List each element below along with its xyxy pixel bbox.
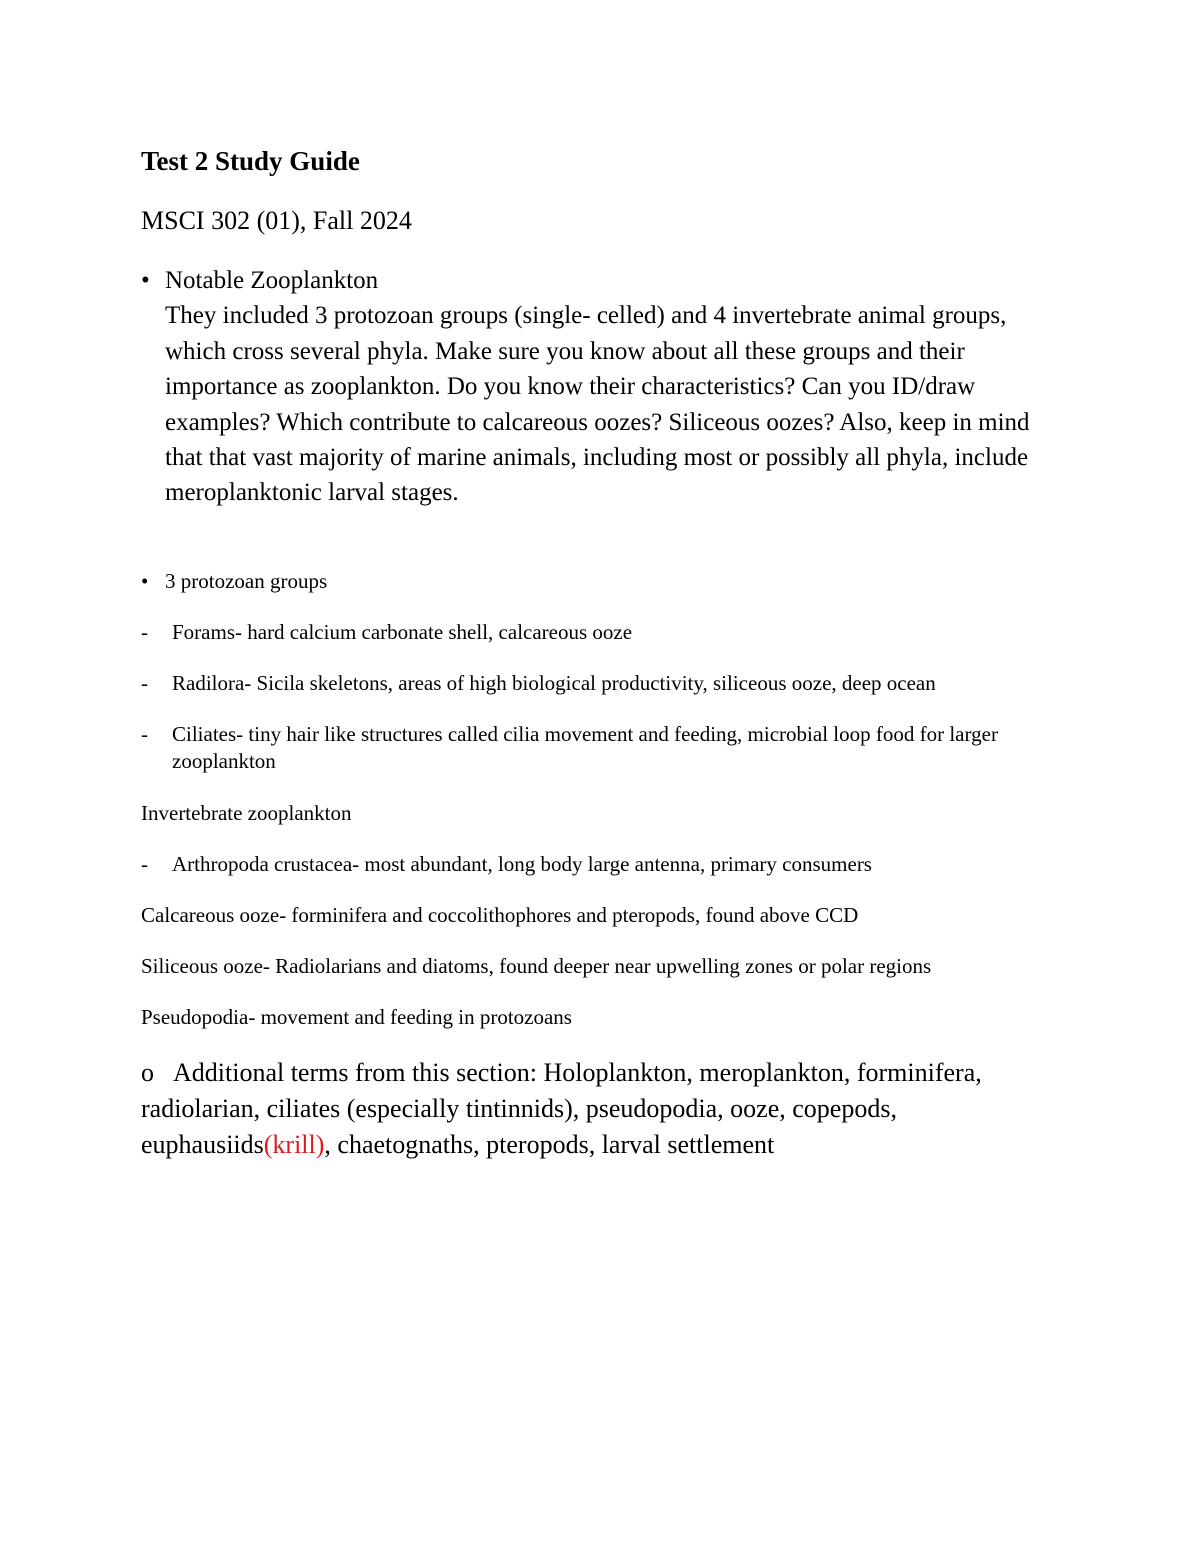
dash-marker: - — [141, 722, 148, 746]
additional-terms-tail: , chaetognaths, pteropods, larval settlement — [324, 1130, 775, 1160]
protozoan-groups-label: 3 protozoan groups — [165, 569, 328, 593]
dash-marker: - — [141, 671, 148, 695]
list-item-text: Radilora- Sicila skeletons, areas of high biological productivity, siliceous ooze, deep ocean — [172, 671, 936, 695]
note-pseudopodia: Pseudopodia- movement and feeding in protozoans — [141, 1005, 572, 1029]
course-line: MSCI 302 (01), Fall 2024 — [141, 206, 412, 235]
list-item-text: Forams- hard calcium carbonate shell, calcareous ooze — [172, 620, 633, 644]
notable-body — [165, 263, 1065, 511]
additional-terms-text: Additional terms from this section: Holoplankton, meroplankton, forminifera, radiolarian, ciliates (especially tintinnids), pseudopodia, ooze, copepods, euphausiids — [141, 1058, 982, 1160]
bullet-marker: • — [141, 267, 150, 294]
additional-terms — [141, 1055, 1081, 1164]
circle-marker: o — [141, 1058, 154, 1087]
notable-paragraph: They included 3 protozoan groups (single- celled) and 4 invertebrate animal groups, which cross several phyla. Make sure you know about all these groups and their importance as zooplankton. Do you know their characteristics? Can you ID/draw examples? Which contribute to calcareous oozes? Siliceous oozes? Also, keep in mind that that vast majority of marine animals, including most or possibly all phyla, include meroplanktonic larval stages. — [165, 302, 1030, 507]
dash-marker: - — [141, 620, 148, 644]
list-item-text: Ciliates- tiny hair like structures called cilia movement and feeding, microbial loop food for larger zooplankton — [172, 722, 998, 773]
bullet-marker: • — [141, 569, 149, 593]
notable-heading: Notable Zooplankton — [165, 267, 379, 294]
invertebrate-heading: Invertebrate zooplankton — [141, 801, 352, 825]
note-calcareous-ooze: Calcareous ooze- forminifera and coccolithophores and pteropods, found above CCD — [141, 903, 859, 927]
dash-marker: - — [141, 852, 148, 876]
list-item-text: Arthropoda crustacea- most abundant, long body large antenna, primary consumers — [172, 852, 872, 876]
krill-highlight: (krill) — [263, 1130, 325, 1160]
document-title: Test 2 Study Guide — [141, 146, 360, 176]
note-siliceous-ooze: Siliceous ooze- Radiolarians and diatoms, found deeper near upwelling zones or polar regions — [141, 954, 932, 978]
